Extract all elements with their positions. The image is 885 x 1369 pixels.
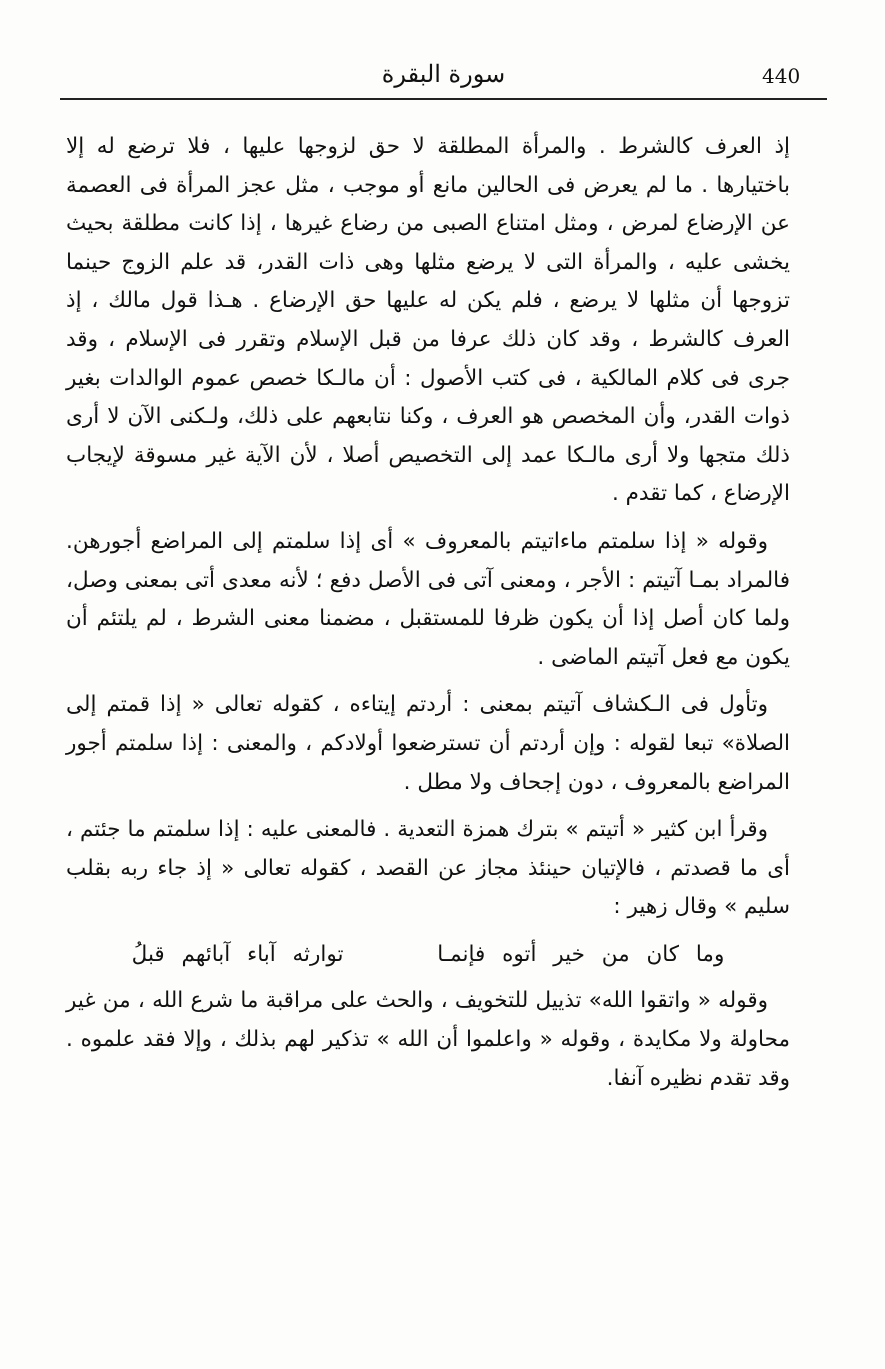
paragraph-1: إذ العرف كالشرط . والمرأة المطلقة لا حق لزوجها عليها ، فلا ترضع له إلا باختيارها . ما لم يعرض فى الحالين مانع أو موجب ، مثل عجز المرأة فى العصمة عن الإرضاع لمرض ، ومثل امتناع الصبى من رضاع غيرها ، إذا كانت مطلقة بحيث يخشى عليه ، والمرأة التى لا يرضع مثلها وهى ذات القدر، قد علم الزوج حينما تزوجها أن مثلها لا يرضع ، فلم يكن له عليها حق الإرضاع . هـذا قول مالك ، إذ العرف كالشرط ، وقد كان ذلك عرفا من قبل الإسلام وتقرر فى الإسلام ، وقد جرى فى كلام المالكية ، فى كتب الأصول : أن مالـكا خصص عموم الوالدات بغير ذوات القدر، وأن المخصص هو العرف ، وكنا نتابعهم على ذلك، ولـكنى الآن لا أرى ذلك متجها ولا أرى مالـكا عمد إلى التخصيص أصلا ، لأن الآية غير مسوقة لإيجاب الإرضاع ، كما تقدم . bbox=[66, 134, 790, 507]
paragraph-3: وتأول فى الـكشاف آتيتم بمعنى : أردتم إيتاءه ، كقوله تعالى « إذا قمتم إلى الصلاة» تبعا لقوله : وإن أردتم أن تسترضعوا أولادكم ، والمعنى : إذا سلمتم أجور المراضع بالمعروف ، دون إجحاف ولا مطل . bbox=[66, 692, 790, 795]
running-title: سورة البقرة bbox=[381, 60, 506, 88]
page-number: 440 bbox=[762, 64, 801, 88]
page-header bbox=[60, 56, 827, 100]
closing-paragraph: وقوله « واتقوا الله» تذييل للتخويف ، والحث على مراقبة ما شرع الله ، من غير محاولة ولا مكايدة ، وقوله « واعلموا أن الله » تذكير لهم بذلك ، وإلا فقد علموه . وقد تقدم نظيره آنفا. bbox=[66, 988, 790, 1091]
body-text bbox=[66, 128, 790, 1107]
verse-second-hemistich: توارثه آباء آبائهم قبلُ bbox=[131, 941, 344, 967]
verse-first-hemistich: وما كان من خير أتوه فإنمـا bbox=[437, 941, 725, 967]
poetry-verse bbox=[66, 936, 790, 975]
paragraph-2: وقوله « إذا سلمتم ماءاتيتم بالمعروف » أى إذا سلمتم إلى المراضع أجورهن. فالمراد بمـا آتيتم : الأجر ، ومعنى آتى فى الأصل دفع ؛ لأنه معدى أتى بمعنى وصل، ولما كان أصل إذا أن يكون ظرفا للمستقبل ، مضمنا معنى الشرط ، لم يلتئم أن يكون مع فعل آتيتم الماضى . bbox=[66, 528, 790, 670]
paragraph-4: وقرأ ابن كثير « أتيتم » بترك همزة التعدية . فالمعنى عليه : إذا سلمتم ما جئتم ، أى ما قصدتم ، فالإتيان حينئذ مجاز عن القصد ، كقوله تعالى « إذ جاء ربه بقلب سليم » وقال زهير : bbox=[66, 817, 790, 920]
